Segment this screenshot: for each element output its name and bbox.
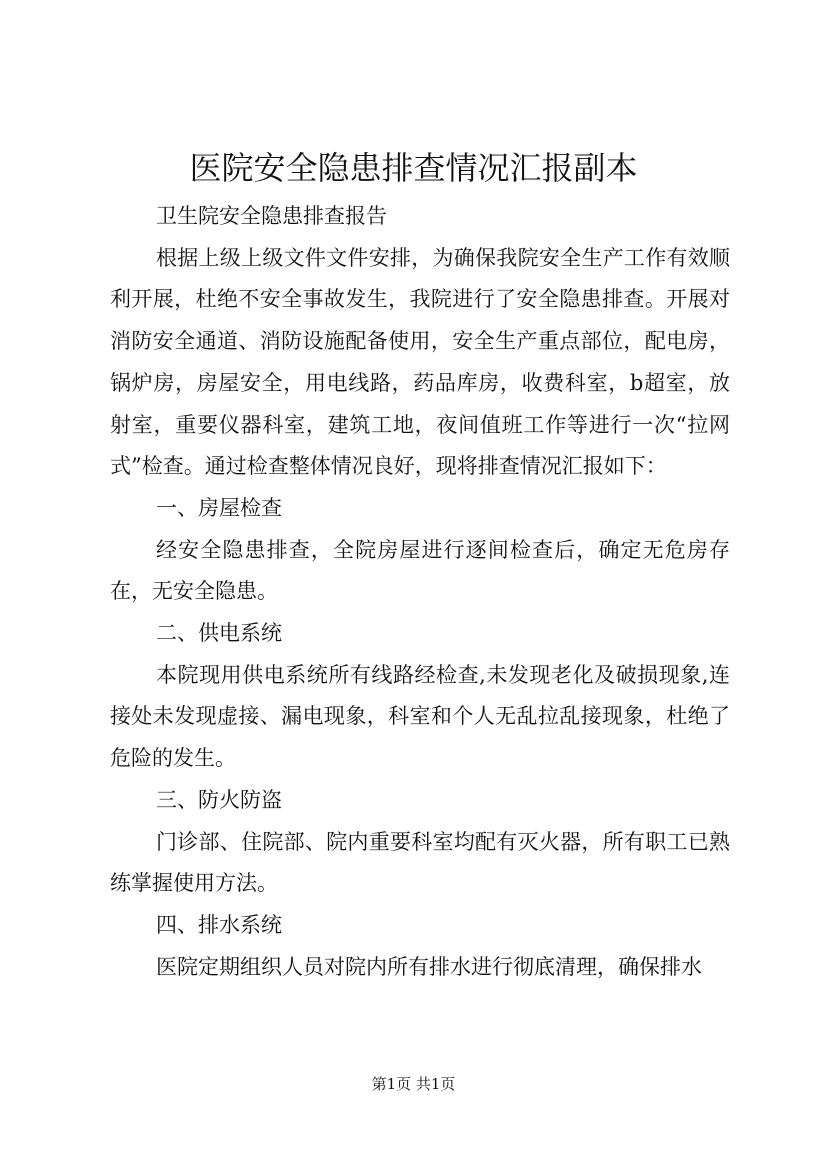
section-heading-housing: 一、房屋检查 (156, 495, 282, 520)
page-footer: 第1页 共1页 (371, 1075, 456, 1093)
paragraph-housing: 经安全隐患排查，全院房屋进行逐间检查后，确定无危房存在，无安全隐患。 (110, 537, 730, 604)
section-heading-power: 二、供电系统 (156, 621, 282, 646)
paragraph-intro: 根据上级上级文件文件安排，为确保我院安全生产工作有效顺利开展，杜绝不安全事故发生，我院进行了安全隐患排查。开展对消防安全通道、消防设施配备使用，安全生产重点部位，配电房，锅炉房，房屋安全，用电线路，药品库房，收费科室，b超室，放射室，重要仪器科室，建筑工地，夜间值班工作等进行一次“拉网式”检查。通过检查整体情况良好，现将排查情况汇报如下： (110, 245, 730, 479)
document-title: 医院安全隐患排查情况汇报副本 (189, 149, 638, 187)
paragraph-drainage: 医院定期组织人员对院内所有排水进行彻底清理，确保排水 (156, 954, 702, 979)
paragraph-report-heading: 卫生院安全隐患排查报告 (156, 204, 387, 228)
paragraph-fire: 门诊部、住院部、院内重要科室均配有灭火器，所有职工已熟练掌握使用方法。 (110, 829, 730, 896)
document-body (110, 196, 730, 988)
section-heading-fire: 三、防火防盗 (156, 787, 282, 812)
paragraph-power: 本院现用供电系统所有线路经检查,未发现老化及破损现象,连接处未发现虚接、漏电现象，科室和个人无乱拉乱接现象，杜绝了危险的发生。 (110, 662, 730, 771)
section-heading-drainage: 四、排水系统 (156, 912, 282, 937)
